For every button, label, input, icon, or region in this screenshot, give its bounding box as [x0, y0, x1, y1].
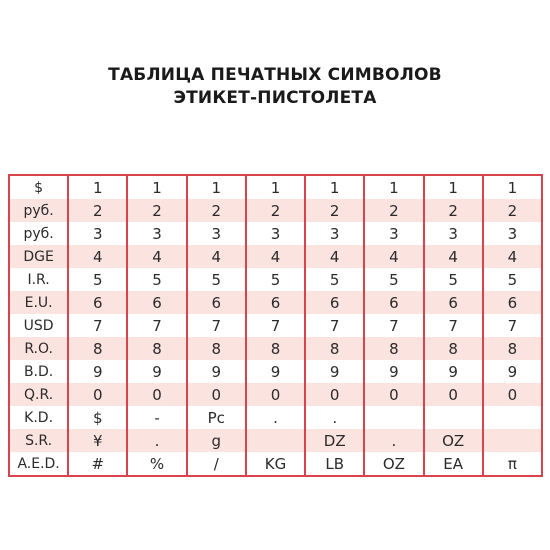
- symbol-cell: 3: [68, 222, 127, 245]
- symbol-cell: 6: [424, 291, 483, 314]
- symbol-cell: 9: [246, 360, 305, 383]
- symbol-cell: 8: [483, 337, 542, 360]
- symbol-cell: 3: [305, 222, 364, 245]
- symbol-cell: 8: [127, 337, 186, 360]
- symbol-cell: .: [127, 429, 186, 452]
- title-line-1: ТАБЛИЦА ПЕЧАТНЫХ СИМВОЛОВ: [108, 65, 442, 85]
- symbol-cell: 2: [364, 199, 423, 222]
- symbol-cell: 6: [483, 291, 542, 314]
- table-row: [9, 429, 542, 452]
- symbol-cell: LB: [305, 452, 364, 476]
- symbol-cell: 1: [305, 175, 364, 199]
- currency-label-cell: E.U.: [9, 291, 68, 314]
- symbol-cell: 9: [127, 360, 186, 383]
- symbol-cell: 7: [305, 314, 364, 337]
- symbol-cell: 7: [364, 314, 423, 337]
- symbol-cell: 9: [68, 360, 127, 383]
- symbol-cell: 4: [127, 245, 186, 268]
- symbol-cell: 4: [68, 245, 127, 268]
- symbol-cell: 2: [424, 199, 483, 222]
- symbol-cell: #: [68, 452, 127, 476]
- symbol-cell: 0: [68, 383, 127, 406]
- symbol-cell: 3: [246, 222, 305, 245]
- table-row: [9, 360, 542, 383]
- symbol-cell: [246, 429, 305, 452]
- symbol-cell: OZ: [424, 429, 483, 452]
- symbol-cell: 1: [246, 175, 305, 199]
- symbol-cell: 2: [246, 199, 305, 222]
- table-row: [9, 175, 542, 199]
- symbol-cell: 1: [68, 175, 127, 199]
- symbol-cell: .: [246, 406, 305, 429]
- symbol-cell: 0: [364, 383, 423, 406]
- symbol-cell: 1: [424, 175, 483, 199]
- symbol-cell: π: [483, 452, 542, 476]
- currency-label-cell: руб.: [9, 222, 68, 245]
- symbol-cell: 0: [127, 383, 186, 406]
- currency-label-cell: Q.R.: [9, 383, 68, 406]
- symbol-cell: 3: [424, 222, 483, 245]
- symbol-cell: 5: [127, 268, 186, 291]
- symbol-cell: 2: [305, 199, 364, 222]
- symbol-cell: 8: [424, 337, 483, 360]
- symbol-cell: .: [364, 429, 423, 452]
- symbols-table-body: [9, 175, 542, 476]
- symbol-cell: 5: [364, 268, 423, 291]
- currency-label-cell: K.D.: [9, 406, 68, 429]
- currency-label-cell: B.D.: [9, 360, 68, 383]
- symbol-cell: [483, 406, 542, 429]
- symbol-cell: 6: [68, 291, 127, 314]
- symbol-cell: 0: [305, 383, 364, 406]
- table-row: [9, 406, 542, 429]
- symbol-cell: 0: [187, 383, 246, 406]
- table-row: [9, 452, 542, 476]
- symbol-cell: 3: [483, 222, 542, 245]
- symbol-cell: 8: [68, 337, 127, 360]
- table-row: [9, 222, 542, 245]
- table-row: [9, 291, 542, 314]
- currency-label-cell: I.R.: [9, 268, 68, 291]
- currency-label-cell: руб.: [9, 199, 68, 222]
- symbol-cell: 6: [246, 291, 305, 314]
- symbol-cell: 0: [246, 383, 305, 406]
- symbol-cell: 5: [483, 268, 542, 291]
- symbol-cell: %: [127, 452, 186, 476]
- symbol-cell: 9: [483, 360, 542, 383]
- symbol-cell: -: [127, 406, 186, 429]
- symbol-cell: 7: [483, 314, 542, 337]
- table-row: [9, 268, 542, 291]
- symbol-cell: 2: [127, 199, 186, 222]
- table-row: [9, 337, 542, 360]
- symbol-cell: KG: [246, 452, 305, 476]
- symbol-cell: 7: [187, 314, 246, 337]
- symbol-cell: 7: [424, 314, 483, 337]
- currency-label-cell: A.E.D.: [9, 452, 68, 476]
- symbol-cell: 9: [187, 360, 246, 383]
- currency-label-cell: USD: [9, 314, 68, 337]
- table-row: [9, 245, 542, 268]
- symbol-cell: 7: [246, 314, 305, 337]
- symbol-cell: 8: [305, 337, 364, 360]
- symbol-cell: 4: [483, 245, 542, 268]
- symbol-cell: 4: [305, 245, 364, 268]
- symbol-cell: 5: [246, 268, 305, 291]
- symbol-cell: 0: [483, 383, 542, 406]
- symbol-cell: 2: [187, 199, 246, 222]
- symbol-cell: 6: [187, 291, 246, 314]
- table-row: [9, 314, 542, 337]
- symbol-cell: 9: [364, 360, 423, 383]
- symbol-cell: 7: [68, 314, 127, 337]
- currency-label-cell: S.R.: [9, 429, 68, 452]
- symbol-cell: 8: [246, 337, 305, 360]
- symbol-cell: 2: [68, 199, 127, 222]
- table-row: [9, 199, 542, 222]
- symbol-cell: 3: [364, 222, 423, 245]
- symbol-cell: 6: [127, 291, 186, 314]
- symbol-cell: 9: [424, 360, 483, 383]
- symbol-cell: 6: [305, 291, 364, 314]
- symbol-cell: ¥: [68, 429, 127, 452]
- symbol-cell: 4: [246, 245, 305, 268]
- symbol-cell: [483, 429, 542, 452]
- symbol-cell: 1: [364, 175, 423, 199]
- symbol-cell: Pc: [187, 406, 246, 429]
- symbol-cell: 3: [187, 222, 246, 245]
- symbol-cell: 1: [483, 175, 542, 199]
- currency-label-cell: $: [9, 175, 68, 199]
- symbol-cell: OZ: [364, 452, 423, 476]
- symbol-cell: 1: [187, 175, 246, 199]
- symbols-table: [8, 174, 543, 477]
- symbol-cell: 9: [305, 360, 364, 383]
- symbol-cell: 5: [68, 268, 127, 291]
- symbol-cell: .: [305, 406, 364, 429]
- symbol-cell: 1: [127, 175, 186, 199]
- symbol-cell: EA: [424, 452, 483, 476]
- page-title: [0, 64, 550, 110]
- symbol-cell: 2: [483, 199, 542, 222]
- symbol-cell: 8: [187, 337, 246, 360]
- symbol-cell: 6: [364, 291, 423, 314]
- symbol-cell: 4: [364, 245, 423, 268]
- symbol-cell: 0: [424, 383, 483, 406]
- symbol-cell: $: [68, 406, 127, 429]
- symbol-cell: g: [187, 429, 246, 452]
- symbol-cell: 5: [305, 268, 364, 291]
- currency-label-cell: R.O.: [9, 337, 68, 360]
- table-row: [9, 383, 542, 406]
- symbol-cell: [424, 406, 483, 429]
- symbol-cell: 7: [127, 314, 186, 337]
- symbol-cell: 4: [187, 245, 246, 268]
- title-line-2: ЭТИКЕТ-ПИСТОЛЕТА: [173, 88, 377, 108]
- symbol-cell: 5: [187, 268, 246, 291]
- symbol-cell: 8: [364, 337, 423, 360]
- symbol-cell: 4: [424, 245, 483, 268]
- symbol-cell: [364, 406, 423, 429]
- symbol-cell: DZ: [305, 429, 364, 452]
- symbol-cell: /: [187, 452, 246, 476]
- currency-label-cell: DGE: [9, 245, 68, 268]
- symbol-cell: 5: [424, 268, 483, 291]
- symbol-cell: 3: [127, 222, 186, 245]
